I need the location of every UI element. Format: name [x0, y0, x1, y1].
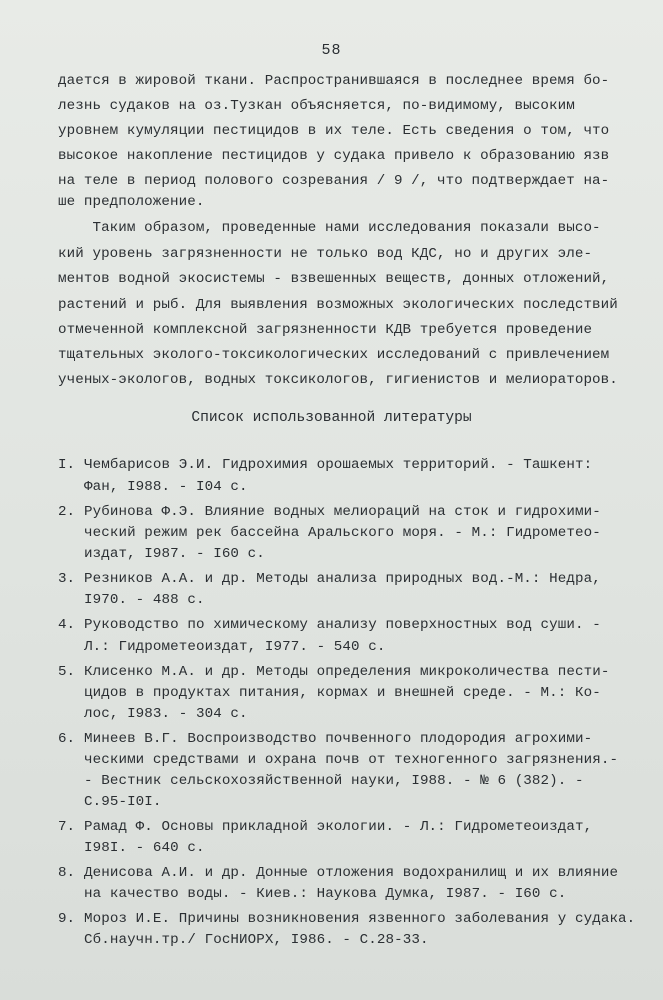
reference-line: Резников А.А. и др. Методы анализа природных вод.-М.: Недра,	[84, 571, 601, 587]
reference-line: цидов в продуктах питания, кормах и внешней среде. - М.: Ко-	[84, 685, 601, 701]
reference-number: 7.	[58, 819, 76, 835]
reference-line: С.95-I0I.	[84, 794, 162, 810]
reference-line: Мороз И.Е. Причины возникновения язвенного заболевания у судака.	[84, 911, 636, 927]
body-line: на теле в период полового созревания / 9 /, что подтверждает на-	[58, 173, 610, 189]
reference-line: Минеев В.Г. Воспроизводство почвенного плодородия агрохими-	[84, 731, 593, 747]
reference-number: 2.	[58, 504, 76, 520]
reference-line: лос, I983. - 304 с.	[84, 706, 248, 722]
body-line: тщательных эколого-токсикологических исследований с привлечением	[58, 347, 610, 363]
reference-line: ческими средствами и охрана почв от техногенного загрязнения.-	[84, 752, 619, 768]
reference-line: издат, I987. - I60 с.	[84, 546, 265, 562]
reference-line: Клисенко М.А. и др. Методы определения микроколичества пести-	[84, 664, 610, 680]
reference-number: 8.	[58, 865, 76, 881]
body-line: дается в жировой ткани. Распространившаяся в последнее время бо-	[58, 73, 610, 89]
body-line: ученых-экологов, водных токсикологов, гигиенистов и мелиораторов.	[58, 372, 618, 388]
body-line: растений и рыб. Для выявления возможных экологических последствий	[58, 297, 618, 313]
body-line: ше предположение.	[58, 194, 205, 210]
body-line: кий уровень загрязненности не только вод КДС, но и других эле-	[58, 246, 593, 262]
reference-number: I.	[58, 457, 76, 473]
reference-number: 5.	[58, 664, 76, 680]
reference-line: Рубинова Ф.Э. Влияние водных мелиораций на сток и гидрохими-	[84, 504, 601, 520]
body-line: Таким образом, проведенные нами исследования показали высо-	[58, 220, 601, 236]
reference-line: Л.: Гидрометеоиздат, I977. - 540 с.	[84, 639, 386, 655]
reference-line: Сб.научн.тр./ ГосНИОРХ, I986. - С.28-33.	[84, 932, 429, 948]
reference-line: I970. - 488 с.	[84, 592, 205, 608]
reference-line: Рамад Ф. Основы прикладной экологии. - Л.: Гидрометеоиздат,	[84, 819, 593, 835]
reference-number: 4.	[58, 617, 76, 633]
body-line: ментов водной экосистемы - взвешенных веществ, донных отложений,	[58, 271, 610, 287]
reference-line: Денисова А.И. и др. Донные отложения водохранилищ и их влияние	[84, 865, 619, 881]
reference-number: 6.	[58, 731, 76, 747]
references-heading: Список использованной литературы	[191, 410, 472, 426]
reference-line: Чембарисов Э.И. Гидрохимия орошаемых территорий. - Ташкент:	[84, 457, 593, 473]
reference-line: Руководство по химическому анализу поверхностных вод суши. -	[84, 617, 601, 633]
reference-number: 9.	[58, 911, 76, 927]
page-number: 58	[321, 42, 342, 59]
reference-line: I98I. - 640 с.	[84, 840, 205, 856]
body-line: отмеченной комплексной загрязненности КДВ требуется проведение	[58, 322, 593, 338]
body-line: уровнем кумуляции пестицидов в их теле. Есть сведения о том, что	[58, 123, 610, 139]
reference-line: Фан, I988. - I04 с.	[84, 479, 248, 495]
reference-line: на качество воды. - Киев.: Наукова Думка, I987. - I60 с.	[84, 886, 567, 902]
reference-line: ческий режим рек бассейна Аральского моря. - М.: Гидрометео-	[84, 525, 601, 541]
reference-number: 3.	[58, 571, 76, 587]
body-line: лезнь судаков на оз.Тузкан объясняется, по-видимому, высоким	[58, 98, 575, 114]
reference-line: - Вестник сельскохозяйственной науки, I988. - № 6 (382). -	[84, 773, 584, 789]
body-line: высокое накопление пестицидов у судака привело к образованию язв	[58, 148, 610, 164]
